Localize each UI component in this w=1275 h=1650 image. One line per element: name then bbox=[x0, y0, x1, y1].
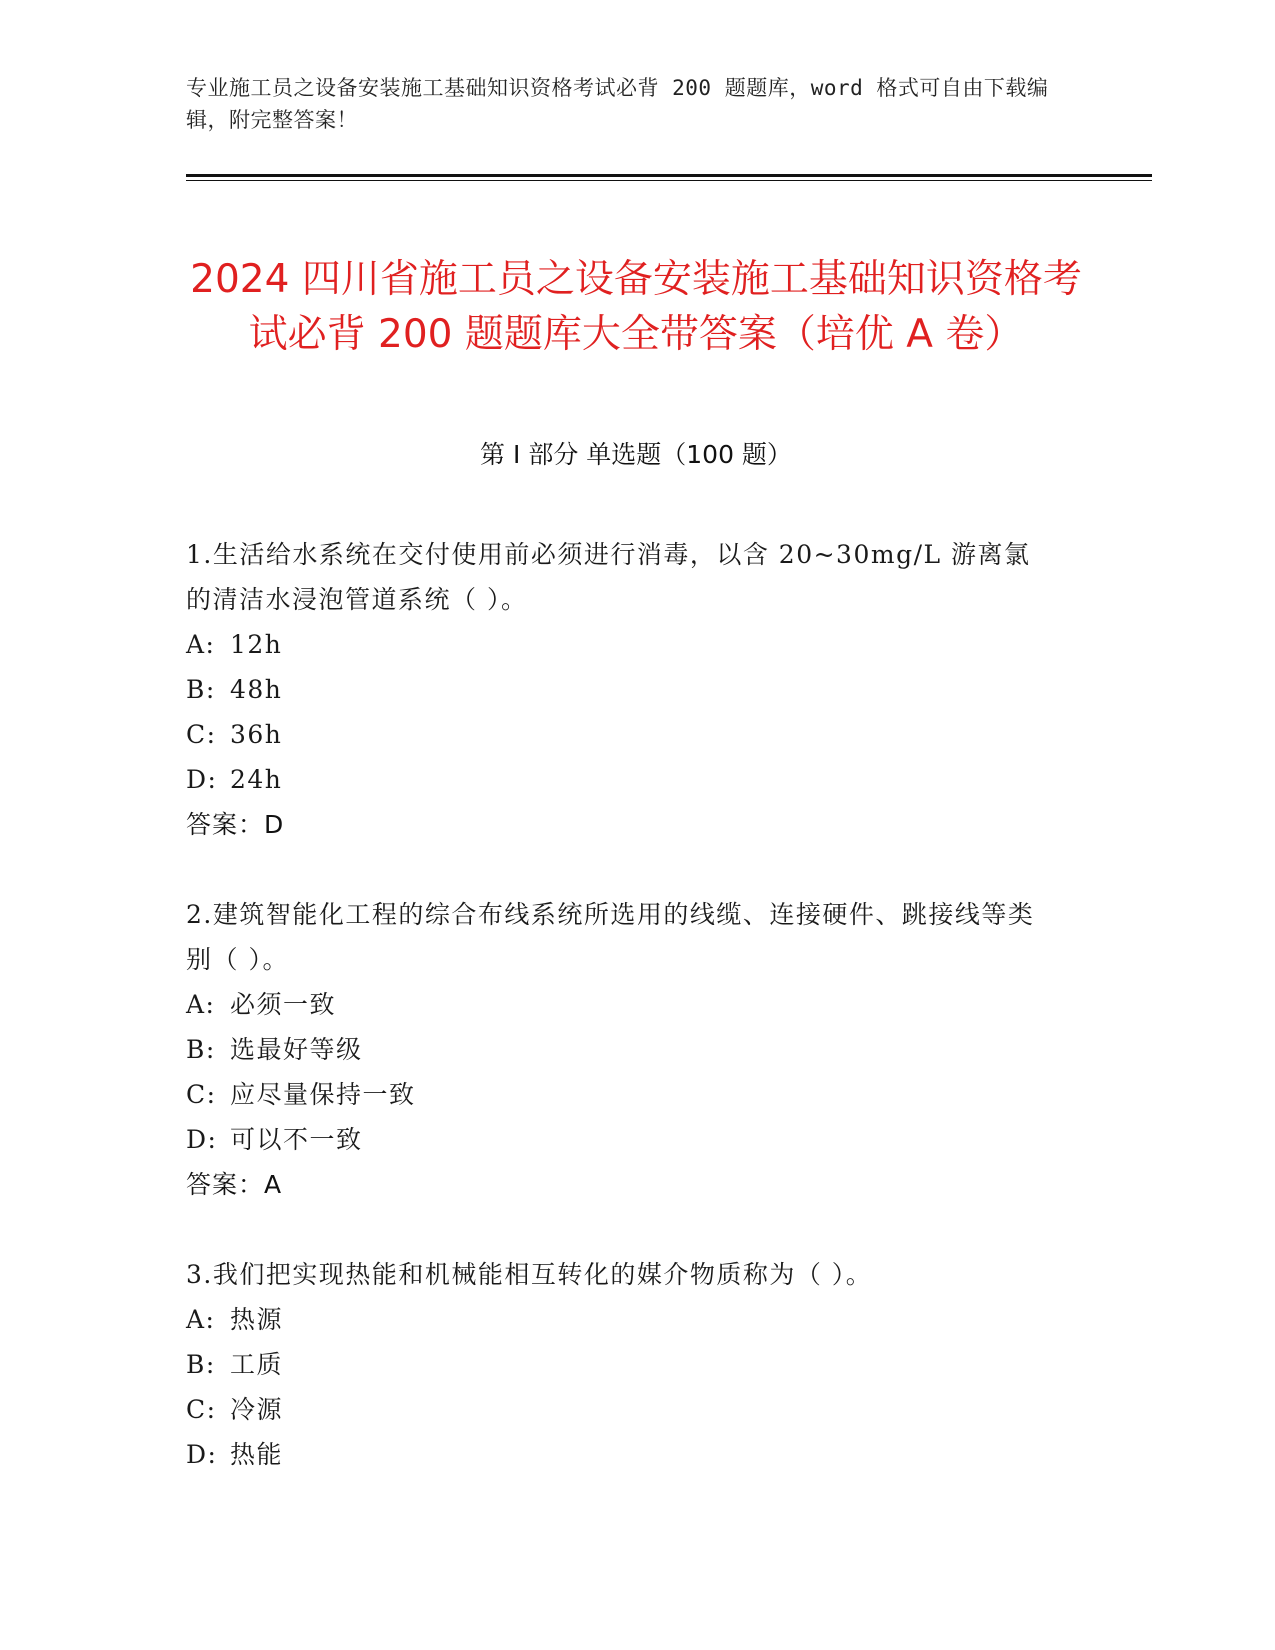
option-text: 36h bbox=[230, 720, 283, 749]
document-title: 2024 四川省施工员之设备安装施工基础知识资格考试必背 200 题题库大全带答案（培优 A 卷） bbox=[190, 257, 1082, 358]
option-text: 48h bbox=[230, 675, 283, 704]
answer: 答案：D bbox=[186, 810, 285, 839]
option-b bbox=[186, 1027, 1056, 1072]
option-text: 可以不一致 bbox=[230, 1125, 363, 1154]
option-text: 冷源 bbox=[230, 1395, 284, 1424]
option-d bbox=[186, 1117, 1056, 1162]
question-list bbox=[186, 532, 1056, 1522]
option-c bbox=[186, 1387, 1056, 1432]
option-key: B: bbox=[186, 1035, 216, 1064]
option-key: C: bbox=[186, 1080, 217, 1109]
option-text: 选最好等级 bbox=[230, 1035, 363, 1064]
question-3 bbox=[186, 1252, 1056, 1477]
question-2 bbox=[186, 892, 1056, 1207]
option-text: 12h bbox=[230, 630, 283, 659]
option-key: D: bbox=[186, 765, 218, 794]
option-d bbox=[186, 1432, 1056, 1477]
question-1 bbox=[186, 532, 1056, 847]
option-text: 应尽量保持一致 bbox=[230, 1080, 416, 1109]
question-stem: 3.我们把实现热能和机械能相互转化的媒介物质称为（ ）。 bbox=[186, 1260, 873, 1289]
option-key: D: bbox=[186, 1440, 218, 1469]
option-key: C: bbox=[186, 1395, 217, 1424]
option-a bbox=[186, 1297, 1056, 1342]
option-key: A: bbox=[186, 1305, 216, 1334]
option-text: 热能 bbox=[230, 1440, 284, 1469]
option-a bbox=[186, 982, 1056, 1027]
option-text: 24h bbox=[230, 765, 283, 794]
option-b bbox=[186, 667, 1056, 712]
section-title: 第 I 部分 单选题（100 题） bbox=[480, 440, 792, 469]
option-c bbox=[186, 712, 1056, 757]
option-key: B: bbox=[186, 1350, 216, 1379]
option-key: A: bbox=[186, 990, 216, 1019]
header-divider-thin bbox=[186, 180, 1152, 181]
header-divider-thick bbox=[186, 174, 1152, 177]
option-b bbox=[186, 1342, 1056, 1387]
option-text: 工质 bbox=[230, 1350, 284, 1379]
option-d bbox=[186, 757, 1056, 802]
answer: 答案：A bbox=[186, 1170, 283, 1199]
option-key: C: bbox=[186, 720, 217, 749]
option-c bbox=[186, 1072, 1056, 1117]
question-stem: 2.建筑智能化工程的综合布线系统所选用的线缆、连接硬件、跳接线等类别（ ）。 bbox=[186, 900, 1035, 974]
option-key: D: bbox=[186, 1125, 218, 1154]
header-note: 专业施工员之设备安装施工基础知识资格考试必背 200 题题库，word 格式可自由下载编辑，附完整答案！ bbox=[186, 76, 1049, 132]
option-key: A: bbox=[186, 630, 216, 659]
question-stem: 1.生活给水系统在交付使用前必须进行消毒，以含 20~30mg/L 游离氯的清洁水浸泡管道系统（ ）。 bbox=[186, 540, 1031, 614]
option-text: 热源 bbox=[230, 1305, 284, 1334]
option-key: B: bbox=[186, 675, 216, 704]
option-text: 必须一致 bbox=[230, 990, 337, 1019]
option-a bbox=[186, 622, 1056, 667]
